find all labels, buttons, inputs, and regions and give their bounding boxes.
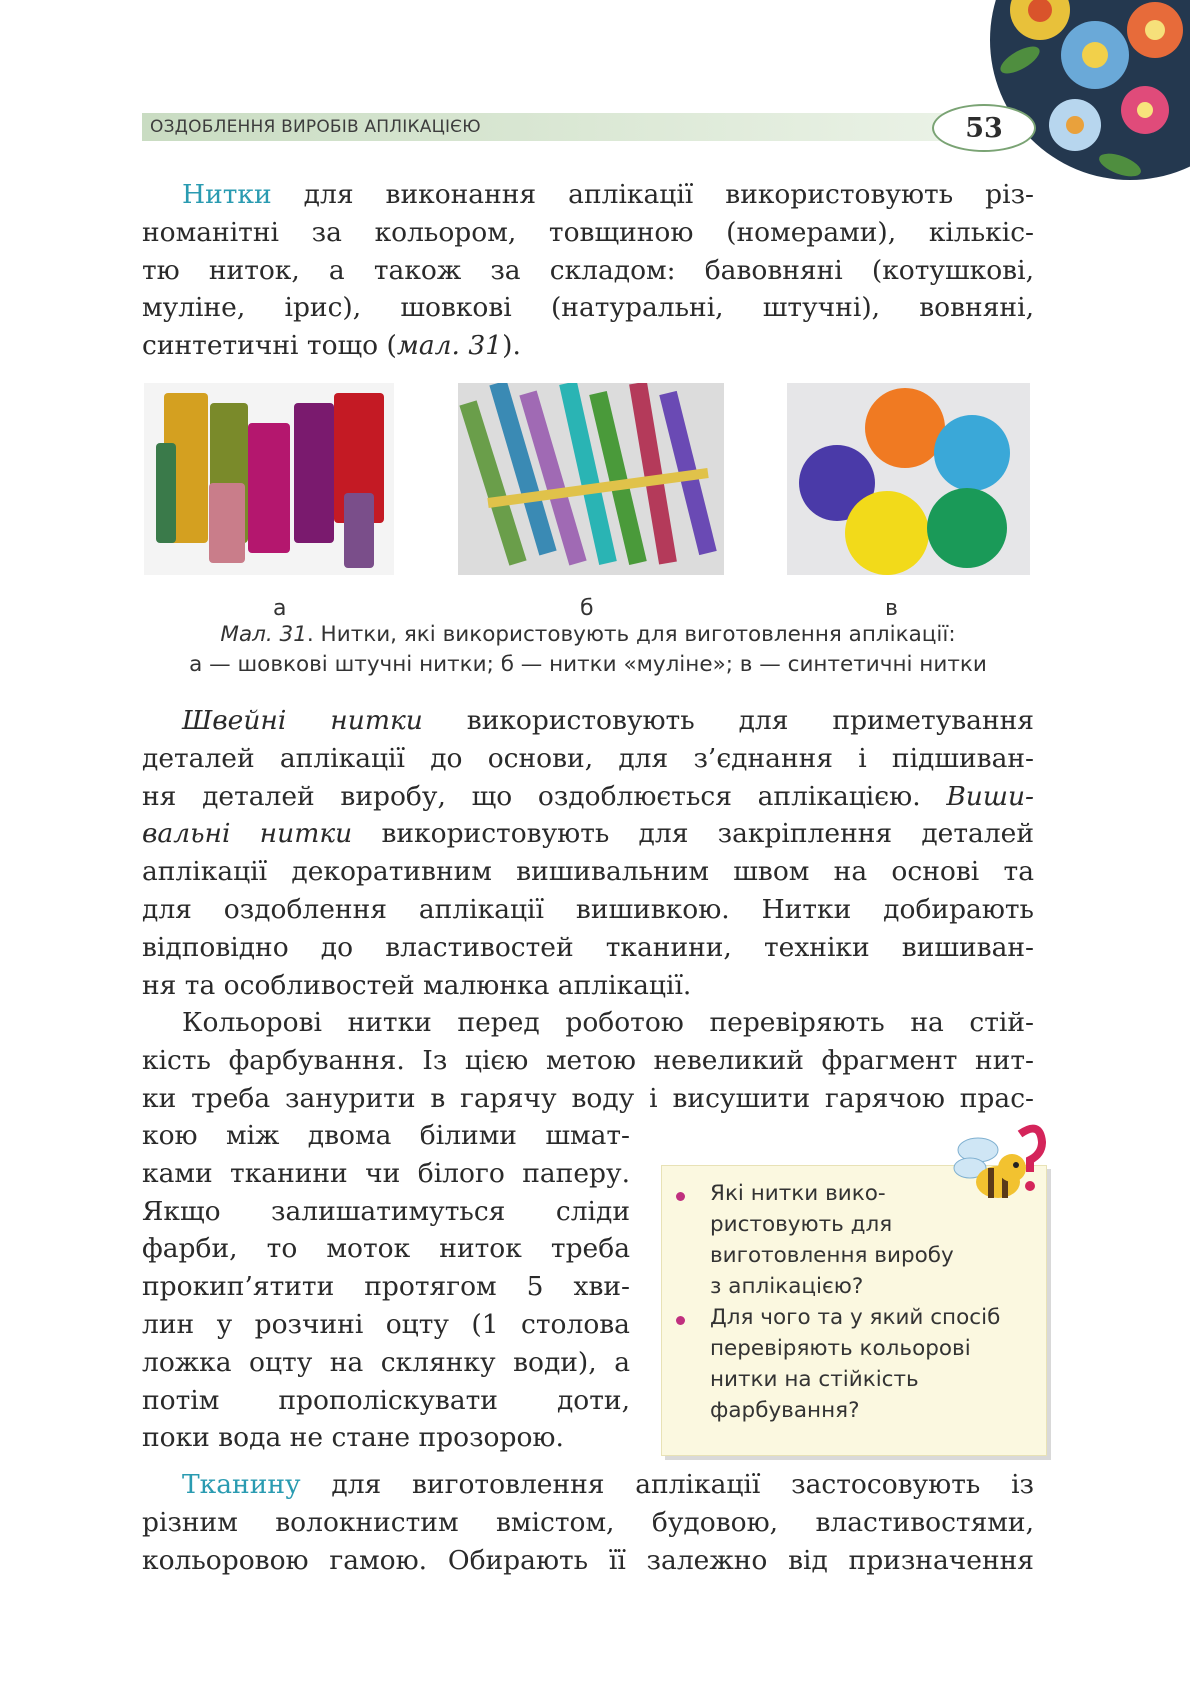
photo-label-b: б: [580, 596, 594, 621]
text-line: [142, 1466, 1034, 1504]
question-line: перевіряють кольорові: [710, 1336, 971, 1361]
question-line: виготовлення виробу: [710, 1243, 954, 1268]
text-span: використовують для приметування: [422, 705, 1034, 736]
text-line: ки треба занурити в гарячу воду і висушити гарячою прас-: [142, 1082, 1034, 1114]
term-threads: Нитки: [182, 179, 272, 210]
term-embroidery-threads: Виши-: [946, 780, 1034, 812]
text-span: синтетичні тощо (: [142, 330, 397, 362]
figure-ref: мал. 31: [396, 330, 503, 362]
text-span: ня деталей виробу, що оздоблюється аплікацією.: [142, 780, 947, 812]
question-line: фарбування?: [710, 1398, 860, 1423]
term-embroidery-threads-cont: вальні нитки: [142, 818, 353, 850]
text-line: [142, 815, 1034, 853]
photo-mouline: [458, 383, 724, 575]
text-line: [142, 778, 1034, 816]
term-sewing-threads: Швейні нитки: [182, 705, 423, 736]
paragraph-fabric: [142, 1466, 1034, 1579]
paragraph-colorfastness-narrow: [142, 1117, 630, 1457]
text-line: відповідно до властивостей тканини, техніки вишиван-: [142, 931, 1034, 963]
question-line: нитки на стійкість: [710, 1367, 919, 1392]
question-line: ристовують для: [710, 1212, 893, 1237]
text-line: ложка оцту на склянку води), а: [142, 1346, 630, 1378]
text-span: використовують для закріплення деталей: [352, 818, 1034, 850]
question-1: [710, 1178, 954, 1302]
text-line: лин у розчині оцту (1 столова: [142, 1308, 630, 1340]
bee-question-icon: [940, 1120, 1050, 1220]
bullet-icon: [676, 1316, 685, 1325]
figure-caption-ref: Мал. 31: [220, 622, 307, 647]
caption-text-1: . Нитки, які використовують для виготовлення аплікації:: [306, 622, 956, 647]
text-line: кість фарбування. Із цією метою невеликий фрагмент нит-: [142, 1044, 1034, 1076]
text-line: тю ниток, а також за складом: бавовняні (котушкові,: [142, 254, 1034, 286]
paragraph-sewing-threads: [142, 702, 1034, 1004]
text-line: номанітні за кольором, товщиною (номерами), кількіс-: [142, 216, 1034, 248]
text-line: [142, 327, 1034, 365]
text-line: Якщо залишатимуться сліди: [142, 1195, 630, 1227]
text-span: ).: [502, 330, 521, 362]
text-line: різним волокнистим вмістом, будовою, властивостями,: [142, 1506, 1034, 1538]
photo-spools: [144, 383, 394, 575]
text-line: деталей аплікації до основи, для з’єднання і підшиван-: [142, 742, 1034, 774]
text-line: кою між двома білими шмат-: [142, 1120, 630, 1151]
text-span: для виготовлення аплікації застосовують із: [300, 1469, 1034, 1500]
bullet-icon: [676, 1192, 685, 1201]
question-line: Для чого та у який спосіб: [710, 1305, 1001, 1330]
text-line: кольоровою гамою. Обирають її залежно від призначення: [142, 1544, 1034, 1576]
text-line: ня та особливостей малюнка аплікації.: [142, 969, 692, 1001]
running-header: ОЗДОБЛЕННЯ ВИРОБІВ АПЛІКАЦІЄЮ: [150, 117, 481, 137]
photo-label-v: в: [885, 596, 898, 621]
text-line: Кольорові нитки перед роботою перевіряють на стій-: [182, 1007, 1034, 1038]
floral-corner-decoration: [960, 0, 1190, 200]
text-line: аплікації декоративним вишивальним швом на основі та: [142, 856, 1034, 888]
paragraph-threads: [142, 176, 1034, 365]
figure-caption: [142, 620, 1034, 680]
paragraph-colorfastness: [142, 1004, 1034, 1117]
text-line: поки вода не стане прозорою.: [142, 1422, 564, 1454]
text-line: прокип’ятити протягом 5 хви-: [142, 1271, 630, 1303]
photo-label-a: а: [273, 596, 287, 621]
caption-text-2: а — шовкові штучні нитки; б — нитки «муліне»; в — синтетичні нитки: [189, 652, 987, 677]
text-line: фарби, то моток ниток треба: [142, 1233, 630, 1265]
photo-yarn-balls: [787, 383, 1030, 575]
text-line: [142, 176, 1034, 214]
question-line: з аплікацією?: [710, 1274, 864, 1299]
page-number: 53: [932, 104, 1036, 152]
text-line: ками тканини чи білого паперу.: [142, 1157, 630, 1189]
text-line: для оздоблення аплікації вишивкою. Нитки добирають: [142, 893, 1034, 925]
text-span: для виконання аплікації використовують різ-: [271, 179, 1034, 210]
question-line: Які нитки вико-: [710, 1181, 886, 1206]
text-line: [142, 702, 1034, 740]
text-line: потім прополіскувати доти,: [142, 1384, 630, 1416]
term-fabric: Тканину: [182, 1469, 301, 1500]
question-2: [710, 1302, 1000, 1426]
text-line: муліне, ірис), шовкові (натуральні, штучні), вовняні,: [142, 292, 1034, 324]
